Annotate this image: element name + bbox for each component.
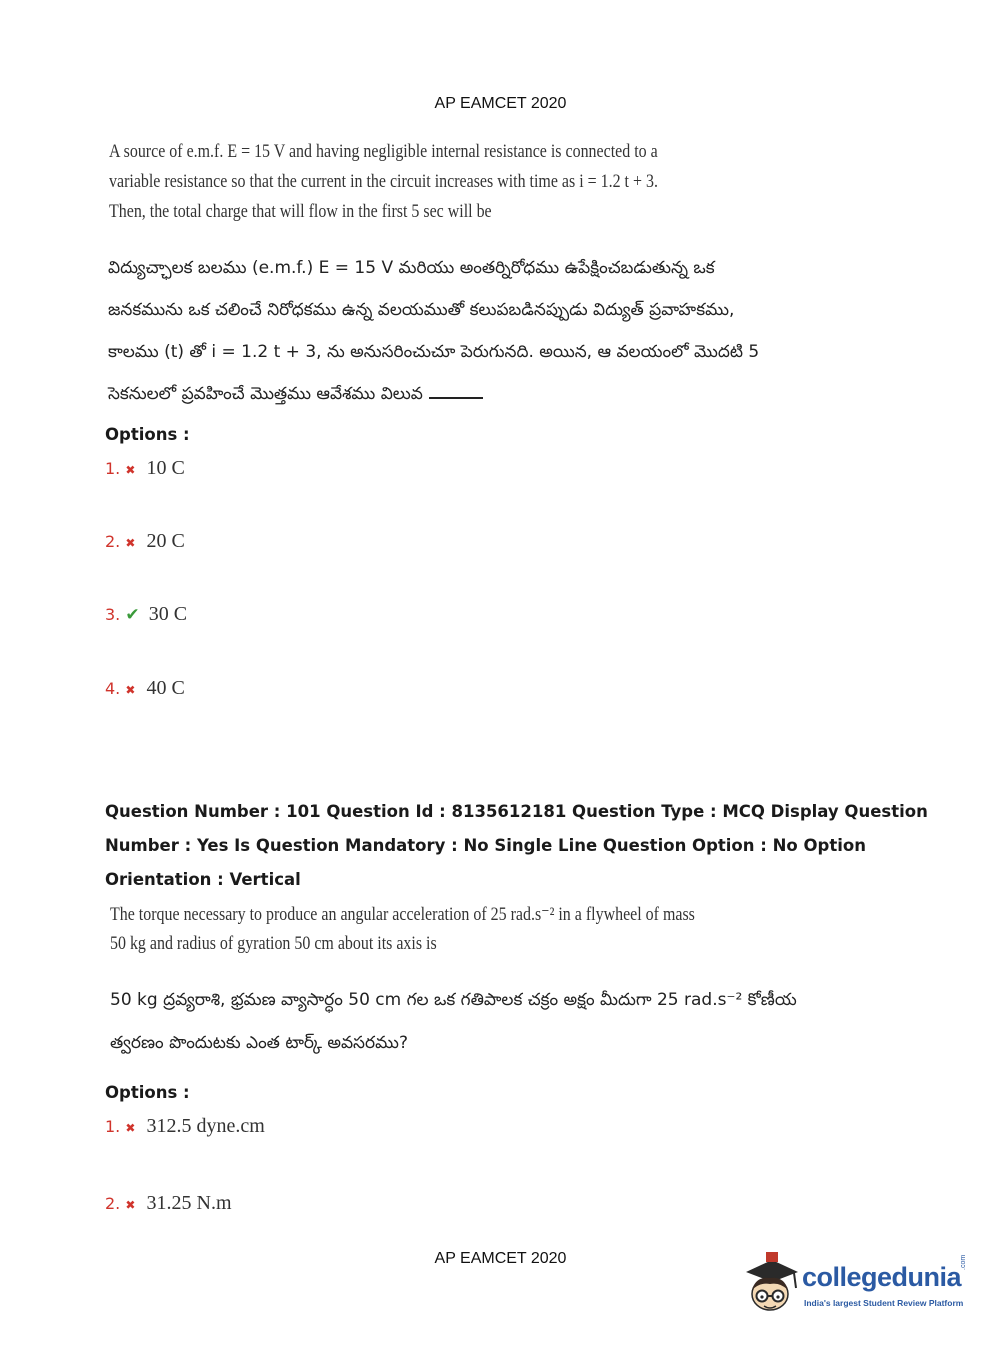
option-value: 30 C (148, 603, 188, 625)
logo-wordmark: collegedunia (802, 1262, 962, 1292)
q1-english-line-2: variable resistance so that the current in the circuit increases with time as i = 1.2 t + 3. (109, 171, 658, 192)
q2-option-1[interactable] (105, 1115, 265, 1138)
option-value: 10 C (146, 457, 185, 479)
q1-telugu-line-1: విద్యుచ్ఛాలక బలము (e.m.f.) E = 15 V మరియు అంతర్నిరోధము ఉపేక్షించబడుతున్న ఒక (108, 258, 715, 278)
q2-meta-line-3: Orientation : Vertical (105, 870, 301, 889)
q2-telugu-line-2: త్వరణం పొందుటకు ఎంత టార్క్ అవసరము? (110, 1033, 408, 1053)
q2-english-line-2: 50 kg and radius of gyration 50 cm about its axis is (110, 933, 437, 954)
q2-options-label: Options : (105, 1083, 190, 1102)
q2-option-2[interactable] (105, 1192, 232, 1215)
option-value: 40 C (146, 677, 185, 699)
option-number: 1. (105, 459, 121, 478)
option-number: 2. (105, 532, 121, 551)
q1-english-line-1: A source of e.m.f. E = 15 V and having negligible internal resistance is connected to a (109, 141, 658, 162)
option-value: 20 C (146, 530, 185, 552)
q1-options-label: Options : (105, 425, 190, 444)
q1-telugu-line-2: జనకమును ఒక చలించే నిరోధకము ఉన్న వలయముతో కలుపబడినప్పుడు విద్యుత్ ప్రవాహకము, (108, 300, 735, 320)
q2-meta-line-2: Number : Yes Is Question Mandatory : No Single Line Question Option : No Option (105, 836, 866, 855)
wrong-mark-icon: ✖ (125, 536, 136, 550)
q1-telugu-line-4 (108, 384, 483, 408)
q2-meta-line-1: Question Number : 101 Question Id : 8135612181 Question Type : MCQ Display Question (105, 802, 928, 821)
option-number: 4. (105, 679, 121, 698)
q2-english-line-1: The torque necessary to produce an angular acceleration of 25 rad.s⁻² in a flywheel of mass (110, 904, 695, 925)
wrong-mark-icon: ✖ (125, 683, 136, 697)
q1-telugu-line-4-text: సెకనులలో ప్రవహించే మొత్తము ఆవేశము విలువ (108, 384, 423, 404)
option-number: 3. (105, 605, 121, 624)
option-value: 31.25 N.m (146, 1192, 232, 1214)
q2-telugu-line-1: 50 kg ద్రవ్యరాశి, భ్రమణ వ్యాసార్ధం 50 cm గల ఒక గతిపాలక చక్రం అక్షం మీదుగా 25 rad.s⁻² కోణీయ (110, 990, 797, 1010)
logo-tagline: India's largest Student Review Platform (804, 1298, 964, 1308)
q1-option-1[interactable] (105, 457, 185, 480)
q1-option-2[interactable] (105, 530, 185, 553)
option-value: 312.5 dyne.cm (146, 1115, 265, 1137)
option-number: 1. (105, 1117, 121, 1136)
option-number: 2. (105, 1194, 121, 1213)
mascot-icon (742, 1250, 802, 1316)
correct-check-icon: ✔ (125, 605, 140, 625)
wrong-mark-icon: ✖ (125, 1198, 136, 1212)
wrong-mark-icon: ✖ (125, 463, 136, 477)
collegedunia-logo[interactable] (742, 1250, 972, 1320)
page-header-title: AP EAMCET 2020 (434, 95, 567, 112)
q1-option-4[interactable] (105, 677, 185, 700)
q1-option-3[interactable] (105, 603, 187, 626)
answer-blank (429, 397, 483, 399)
wrong-mark-icon: ✖ (125, 1121, 136, 1135)
q1-english-line-3: Then, the total charge that will flow in the first 5 sec will be (109, 201, 492, 222)
logo-suffix: .com (960, 1254, 967, 1270)
q1-telugu-line-3: కాలము (t) తో i = 1.2 t + 3, ను అనుసరించుచూ పెరుగునది. అయిన, ఆ వలయంలో మొదటి 5 (108, 342, 760, 362)
page-footer-title: AP EAMCET 2020 (434, 1250, 567, 1267)
